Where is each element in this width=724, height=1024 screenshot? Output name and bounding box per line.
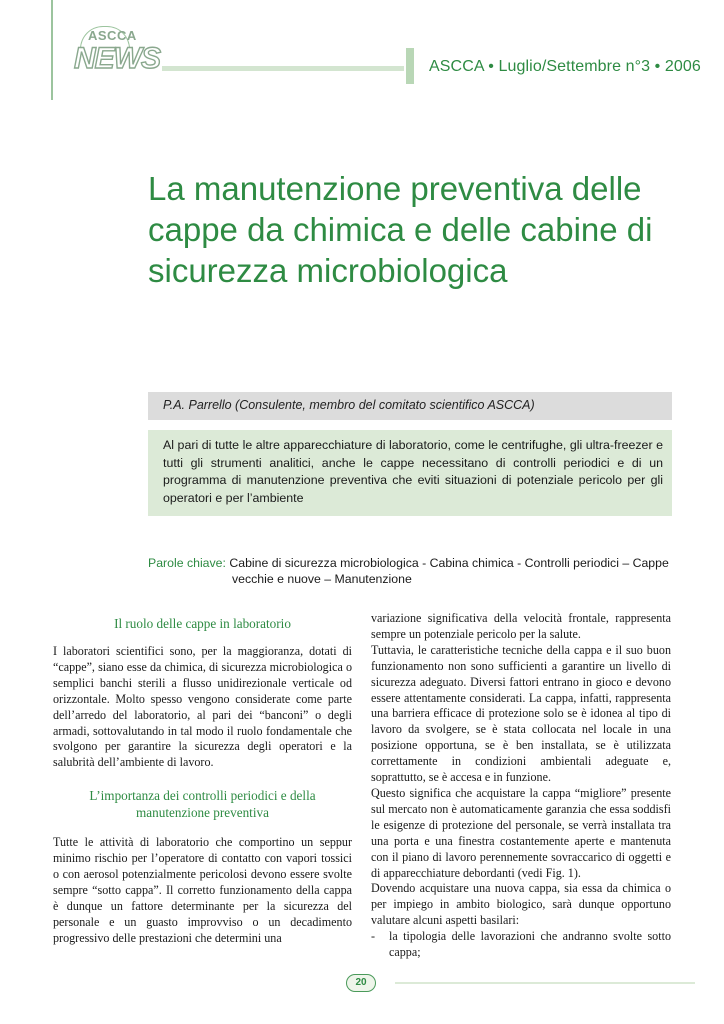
keywords-line-2: vecchie e nuove – Manutenzione xyxy=(232,572,412,586)
logo-main-text: NEWS xyxy=(74,42,160,75)
paragraph: variazione significativa della velocità frontale, rappresenta sempre un potenziale pericolo per la salute. xyxy=(371,611,671,641)
header-marker xyxy=(406,48,414,84)
keywords-line-1: Cabine di sicurezza microbiologica - Cabina chimica - Controlli periodici – Cappe xyxy=(229,556,669,570)
page-number: 20 xyxy=(346,974,376,992)
issue-title: ASCCA • Luglio/Settembre n°3 • 2006 xyxy=(429,58,701,75)
paragraph: I laboratori scientifici sono, per la maggioranza, dotati di “cappe”, siano esse da chimica, di sicurezza microbiologica o semplici banchi sterili a flusso unidirezionale verticale od orizzontale. Molto spesso vengono considerate come parte dell’arredo del laboratorio, al pari dei “banconi” o degli armadi, sottovalutando in tal modo il ruolo fondamentale che svolgono per garantire la sicurezza degli operatori e la salubrità dell’ambiente di lavoro. xyxy=(53,644,352,770)
list-item-text: la tipologia delle lavorazioni che andranno svolte sotto cappa; xyxy=(389,929,671,960)
section-heading-controls: L’importanza dei controlli periodici e della manutenzione preventiva xyxy=(89,788,316,821)
article-title: La manutenzione preventiva delle cappe da chimica e delle cabine di sicurezza microbiologica xyxy=(148,170,653,289)
logo-top-text: ASCCA xyxy=(88,28,137,43)
footer-rule xyxy=(395,982,695,984)
header-rule xyxy=(162,66,404,71)
paragraph: Questo significa che acquistare la cappa “migliore” presente sul mercato non è automaticamente garanzia che essa soddisfi le esigenze di protezione del personale, se verrà installata tra una porta e una finestra costantemente aperte e mantenuta con il piano di lavoro perennemente sovraccarico di oggetti e di apparecchiature debordanti (vedi Fig. 1). xyxy=(371,785,671,880)
keywords xyxy=(148,555,678,587)
paragraph: Dovendo acquistare una nuova cappa, sia essa da chimica o per impiego in ambito biologico, sarà dunque opportuno valutare alcuni aspetti basilari: xyxy=(371,881,671,928)
paragraph: Tuttavia, le caratteristiche tecniche della cappa e il suo buon funzionamento non sono sufficienti a garantire un livello di sicurezza adeguato. Diversi fattori entrano in gioco e devono essere attentamente considerati. La cappa, infatti, rappresenta una barriera efficace di protezione solo se è idonea al tipo di lavoro da svolgere, se è stata collocata nel locale in una posizione opportuna, se è ben installata, se è utilizzata correttamente in condizioni ambientali adeguate e, soprattutto, se è accesa e in funzione. xyxy=(371,642,671,785)
ascca-news-logo xyxy=(66,26,158,86)
keywords-label: Parole chiave: xyxy=(148,556,226,570)
list-item xyxy=(371,929,671,961)
left-column xyxy=(53,615,352,947)
margin-rule xyxy=(51,0,53,100)
author-box xyxy=(148,392,672,420)
abstract-box xyxy=(148,430,672,516)
abstract-text: Al pari di tutte le altre apparecchiature di laboratorio, come le centrifughe, gli ultra-freezer e tutti gli strumenti analitici, anche le cappe necessitano di controlli periodici e di un programma di manutenzione preventiva che eviti situazioni di potenziale pericolo per gli operatori e per l’ambiente xyxy=(163,438,663,505)
author-line: P.A. Parrello (Consulente, membro del comitato scientifico ASCCA) xyxy=(163,398,535,412)
right-column xyxy=(371,611,671,961)
list-bullet: - xyxy=(371,929,376,944)
section-heading-role: Il ruolo delle cappe in laboratorio xyxy=(114,616,291,631)
paragraph: Tutte le attività di laboratorio che comportino un seppur minimo rischio per l’operatore di contatto con vapori tossici o con aerosol potenzialmente pericolosi devono essere svolte sempre “sotto cappa”. Il corretto funzionamento della cappa è dunque un fattore determinante per la sicurezza del personale e un guasto improvviso o un decadimento progressivo delle prestazioni che determini una xyxy=(53,835,352,945)
